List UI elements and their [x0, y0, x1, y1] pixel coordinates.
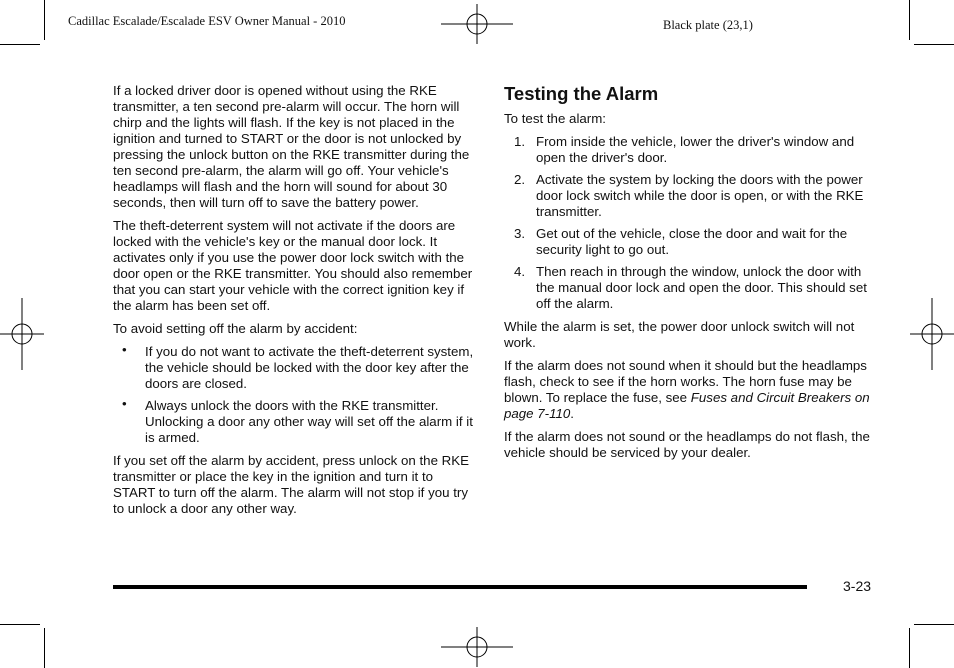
step-text: Then reach in through the window, unlock the door with the manual door lock and open the door. This should set off the alarm. [536, 264, 867, 311]
step-item [504, 226, 870, 258]
activation-paragraph: The theft-deterrent system will not activate if the doors are locked with the vehicle's key or the manual door lock. It activates only if you use the power door lock switch with the door open or the RKE transmitter. You should also remember that you can start your vehicle with the correct ignition key if the alarm has been set off. [113, 218, 473, 313]
bullet-text: Always unlock the doors with the RKE transmitter. Unlocking a door any other way will set off the alarm if it is armed. [145, 398, 473, 445]
step-item [504, 134, 870, 166]
step-number: 1. [514, 134, 526, 149]
step-number: 3. [514, 226, 526, 241]
registration-mark-top-icon [441, 4, 513, 44]
registration-mark-left-icon [0, 298, 44, 370]
horn-fuse-text: If the alarm does not sound when it should but the headlamps flash, check to see if the horn works. The horn fuse may be blown. To replace the fuse, see [504, 358, 867, 405]
horn-fuse-end: . [570, 406, 574, 421]
right-column [504, 83, 870, 468]
test-intro: To test the alarm: [504, 111, 606, 126]
step-text: From inside the vehicle, lower the driver's window and open the driver's door. [536, 134, 855, 165]
bullet-text: If you do not want to activate the theft-deterrent system, the vehicle should be locked with the door key after the doors are closed. [145, 344, 474, 391]
fuses-cross-reference-link[interactable]: Fuses and Circuit Breakers on page 7-110 [504, 390, 870, 421]
running-header-title: Cadillac Escalade/Escalade ESV Owner Manual - 2010 [68, 14, 346, 28]
horn-fuse-paragraph [504, 358, 870, 422]
step-item [504, 172, 870, 220]
bullet-marker: • [122, 396, 127, 411]
page-number: 3-23 [843, 578, 872, 594]
bullet-item [113, 398, 478, 446]
unlock-switch-paragraph: While the alarm is set, the power door unlock switch will not work. [504, 319, 855, 350]
step-number: 4. [514, 264, 526, 279]
step-item [504, 264, 870, 312]
avoid-bullet-list [113, 344, 478, 446]
test-steps-list [504, 134, 870, 312]
service-paragraph: If the alarm does not sound or the headlamps do not flash, the vehicle should be serviced by your dealer. [504, 429, 870, 460]
pre-alarm-paragraph: If a locked driver door is opened without using the RKE transmitter, a ten second pre-alarm will occur. The horn will chirp and the lights will flash. If the key is not placed in the ignition and turned to START or the door is not unlocked by pressing the unlock button on the RKE transmitter during the ten second pre-alarm, the alarm will go off. Your vehicle's headlamps will flash and the horn will sound for about 30 seconds, then will turn off to save the battery power. [113, 83, 470, 210]
step-text: Activate the system by locking the doors with the power door lock switch while the door is open, or with the RKE transmitter. [536, 172, 864, 219]
registration-mark-right-icon [910, 298, 954, 370]
registration-mark-bottom-icon [441, 627, 513, 667]
section-heading: Testing the Alarm [504, 83, 659, 104]
left-column [113, 83, 478, 524]
step-text: Get out of the vehicle, close the door and wait for the security light to go out. [536, 226, 848, 257]
step-number: 2. [514, 172, 526, 187]
plate-label: Black plate (23,1) [663, 18, 753, 32]
bullet-item [113, 344, 478, 392]
avoid-intro-paragraph: To avoid setting off the alarm by accident: [113, 321, 358, 336]
footer-rule [113, 585, 807, 589]
accidental-alarm-paragraph: If you set off the alarm by accident, press unlock on the RKE transmitter or place the key in the ignition and turn it to START to turn off the alarm. The alarm will not stop if you try to unlock a door any other way. [113, 453, 470, 516]
bullet-marker: • [122, 342, 127, 357]
